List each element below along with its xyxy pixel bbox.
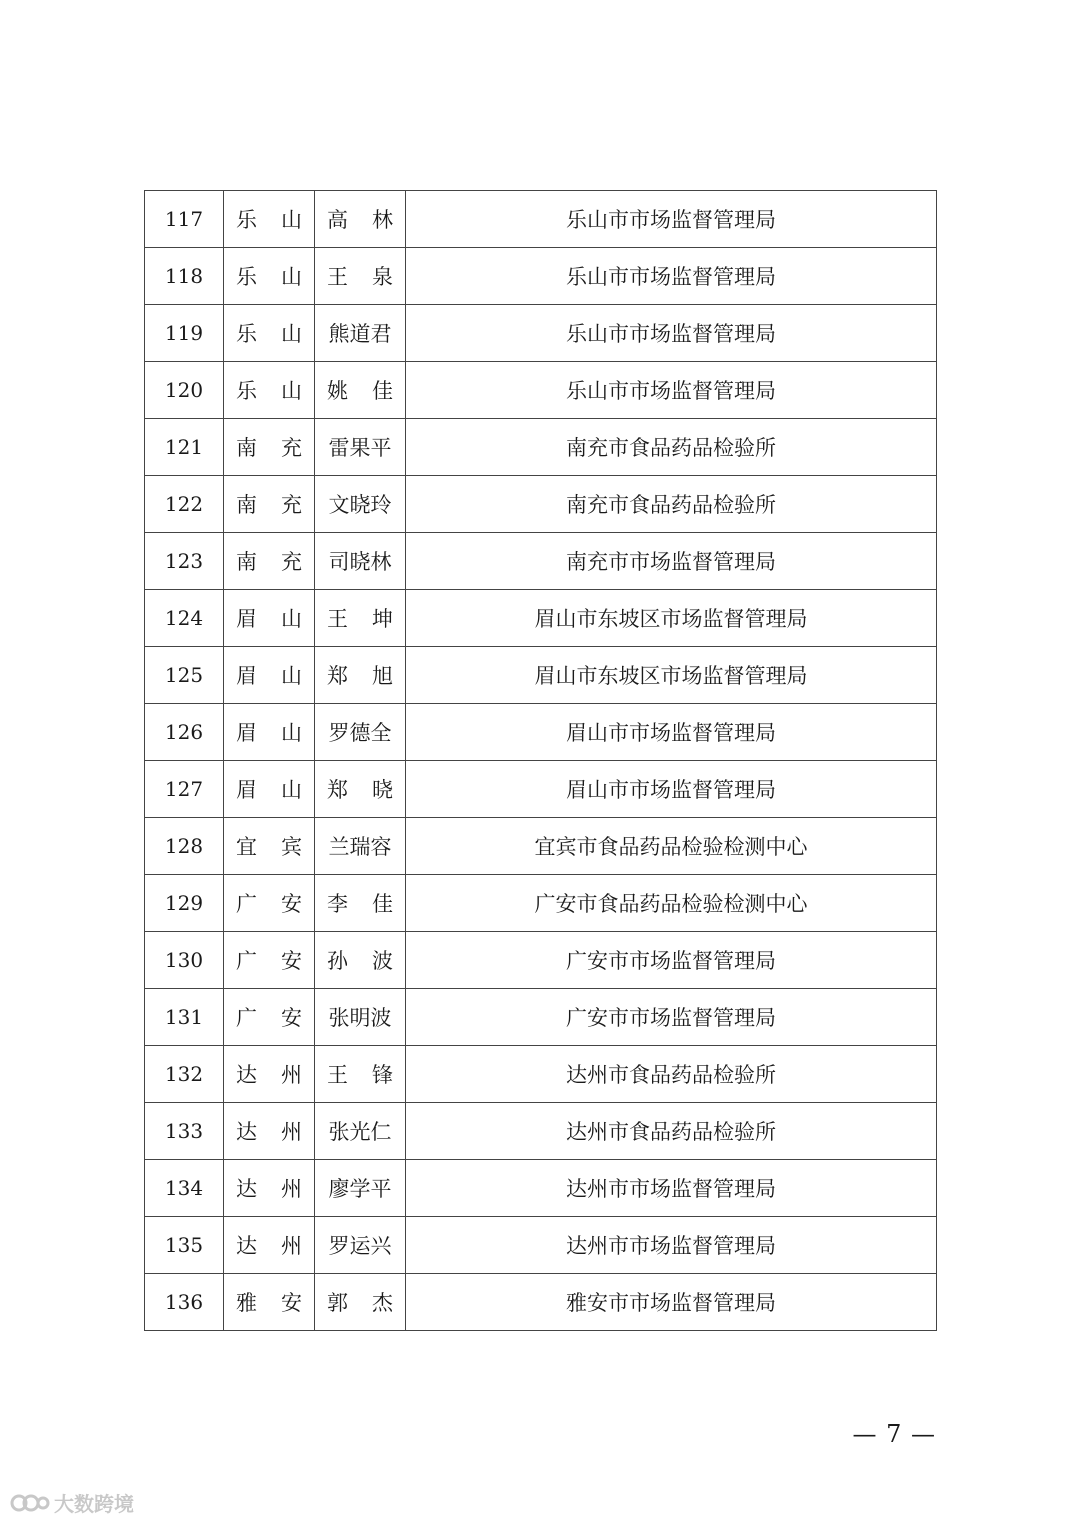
row-number-cell: 134 <box>145 1160 224 1217</box>
city-cell: 宜宾 <box>224 818 315 875</box>
organization-cell: 达州市市场监督管理局 <box>406 1160 937 1217</box>
table-row <box>145 305 937 362</box>
name-cell: 郑旭 <box>315 647 406 704</box>
row-number-cell: 117 <box>145 191 224 248</box>
table-row <box>145 533 937 590</box>
name-cell: 姚佳 <box>315 362 406 419</box>
city-cell: 广安 <box>224 989 315 1046</box>
table-row <box>145 875 937 932</box>
row-number-cell: 132 <box>145 1046 224 1103</box>
row-number-cell: 122 <box>145 476 224 533</box>
city-cell: 乐山 <box>224 248 315 305</box>
name-cell: 罗德全 <box>315 704 406 761</box>
name-cell: 熊道君 <box>315 305 406 362</box>
row-number-cell: 118 <box>145 248 224 305</box>
row-number-cell: 135 <box>145 1217 224 1274</box>
row-number-cell: 124 <box>145 590 224 647</box>
city-cell: 乐山 <box>224 362 315 419</box>
city-cell: 眉山 <box>224 704 315 761</box>
row-number-cell: 125 <box>145 647 224 704</box>
organization-cell: 乐山市市场监督管理局 <box>406 191 937 248</box>
row-number-cell: 123 <box>145 533 224 590</box>
organization-cell: 广安市市场监督管理局 <box>406 932 937 989</box>
name-cell: 高林 <box>315 191 406 248</box>
row-number-cell: 119 <box>145 305 224 362</box>
organization-cell: 南充市市场监督管理局 <box>406 533 937 590</box>
table-row <box>145 989 937 1046</box>
name-cell: 廖学平 <box>315 1160 406 1217</box>
city-cell: 达州 <box>224 1103 315 1160</box>
organization-cell: 达州市食品药品检验所 <box>406 1046 937 1103</box>
row-number-cell: 130 <box>145 932 224 989</box>
city-cell: 雅安 <box>224 1274 315 1331</box>
city-cell: 眉山 <box>224 590 315 647</box>
city-cell: 眉山 <box>224 647 315 704</box>
organization-cell: 宜宾市食品药品检验检测中心 <box>406 818 937 875</box>
city-cell: 达州 <box>224 1217 315 1274</box>
row-number-cell: 131 <box>145 989 224 1046</box>
city-cell: 达州 <box>224 1046 315 1103</box>
name-cell: 郭杰 <box>315 1274 406 1331</box>
city-cell: 南充 <box>224 533 315 590</box>
name-cell: 张明波 <box>315 989 406 1046</box>
watermark <box>10 1488 134 1517</box>
organization-cell: 乐山市市场监督管理局 <box>406 248 937 305</box>
row-number-cell: 121 <box>145 419 224 476</box>
name-cell: 王锋 <box>315 1046 406 1103</box>
row-number-cell: 136 <box>145 1274 224 1331</box>
city-cell: 眉山 <box>224 761 315 818</box>
table-row <box>145 419 937 476</box>
organization-cell: 南充市食品药品检验所 <box>406 419 937 476</box>
row-number-cell: 127 <box>145 761 224 818</box>
page-number: — 7 — <box>852 1420 936 1448</box>
roster-table <box>144 190 937 1331</box>
organization-cell: 达州市食品药品检验所 <box>406 1103 937 1160</box>
organization-cell: 眉山市东坡区市场监督管理局 <box>406 647 937 704</box>
logo-icon <box>10 1490 50 1516</box>
table-row <box>145 1103 937 1160</box>
city-cell: 乐山 <box>224 191 315 248</box>
table-row <box>145 818 937 875</box>
table-row <box>145 1217 937 1274</box>
name-cell: 孙波 <box>315 932 406 989</box>
organization-cell: 达州市市场监督管理局 <box>406 1217 937 1274</box>
table-row <box>145 704 937 761</box>
table-row <box>145 248 937 305</box>
name-cell: 罗运兴 <box>315 1217 406 1274</box>
table-row <box>145 1046 937 1103</box>
organization-cell: 广安市市场监督管理局 <box>406 989 937 1046</box>
organization-cell: 眉山市市场监督管理局 <box>406 761 937 818</box>
table-row <box>145 476 937 533</box>
table-row <box>145 1274 937 1331</box>
table-row <box>145 761 937 818</box>
row-number-cell: 129 <box>145 875 224 932</box>
city-cell: 乐山 <box>224 305 315 362</box>
row-number-cell: 133 <box>145 1103 224 1160</box>
organization-cell: 乐山市市场监督管理局 <box>406 362 937 419</box>
watermark-text: 大数跨境 <box>54 1492 134 1516</box>
organization-cell: 广安市食品药品检验检测中心 <box>406 875 937 932</box>
row-number-cell: 126 <box>145 704 224 761</box>
city-cell: 达州 <box>224 1160 315 1217</box>
name-cell: 雷果平 <box>315 419 406 476</box>
table-row <box>145 932 937 989</box>
name-cell: 郑晓 <box>315 761 406 818</box>
organization-cell: 南充市食品药品检验所 <box>406 476 937 533</box>
city-cell: 广安 <box>224 932 315 989</box>
organization-cell: 眉山市东坡区市场监督管理局 <box>406 590 937 647</box>
name-cell: 王泉 <box>315 248 406 305</box>
roster-body <box>145 191 937 1331</box>
table-row <box>145 362 937 419</box>
name-cell: 文晓玲 <box>315 476 406 533</box>
table-row <box>145 647 937 704</box>
row-number-cell: 120 <box>145 362 224 419</box>
organization-cell: 眉山市市场监督管理局 <box>406 704 937 761</box>
organization-cell: 乐山市市场监督管理局 <box>406 305 937 362</box>
city-cell: 南充 <box>224 419 315 476</box>
name-cell: 张光仁 <box>315 1103 406 1160</box>
name-cell: 司晓林 <box>315 533 406 590</box>
table-row <box>145 191 937 248</box>
name-cell: 李佳 <box>315 875 406 932</box>
table-row <box>145 590 937 647</box>
city-cell: 广安 <box>224 875 315 932</box>
city-cell: 南充 <box>224 476 315 533</box>
table-row <box>145 1160 937 1217</box>
row-number-cell: 128 <box>145 818 224 875</box>
name-cell: 兰瑞容 <box>315 818 406 875</box>
organization-cell: 雅安市市场监督管理局 <box>406 1274 937 1331</box>
name-cell: 王坤 <box>315 590 406 647</box>
